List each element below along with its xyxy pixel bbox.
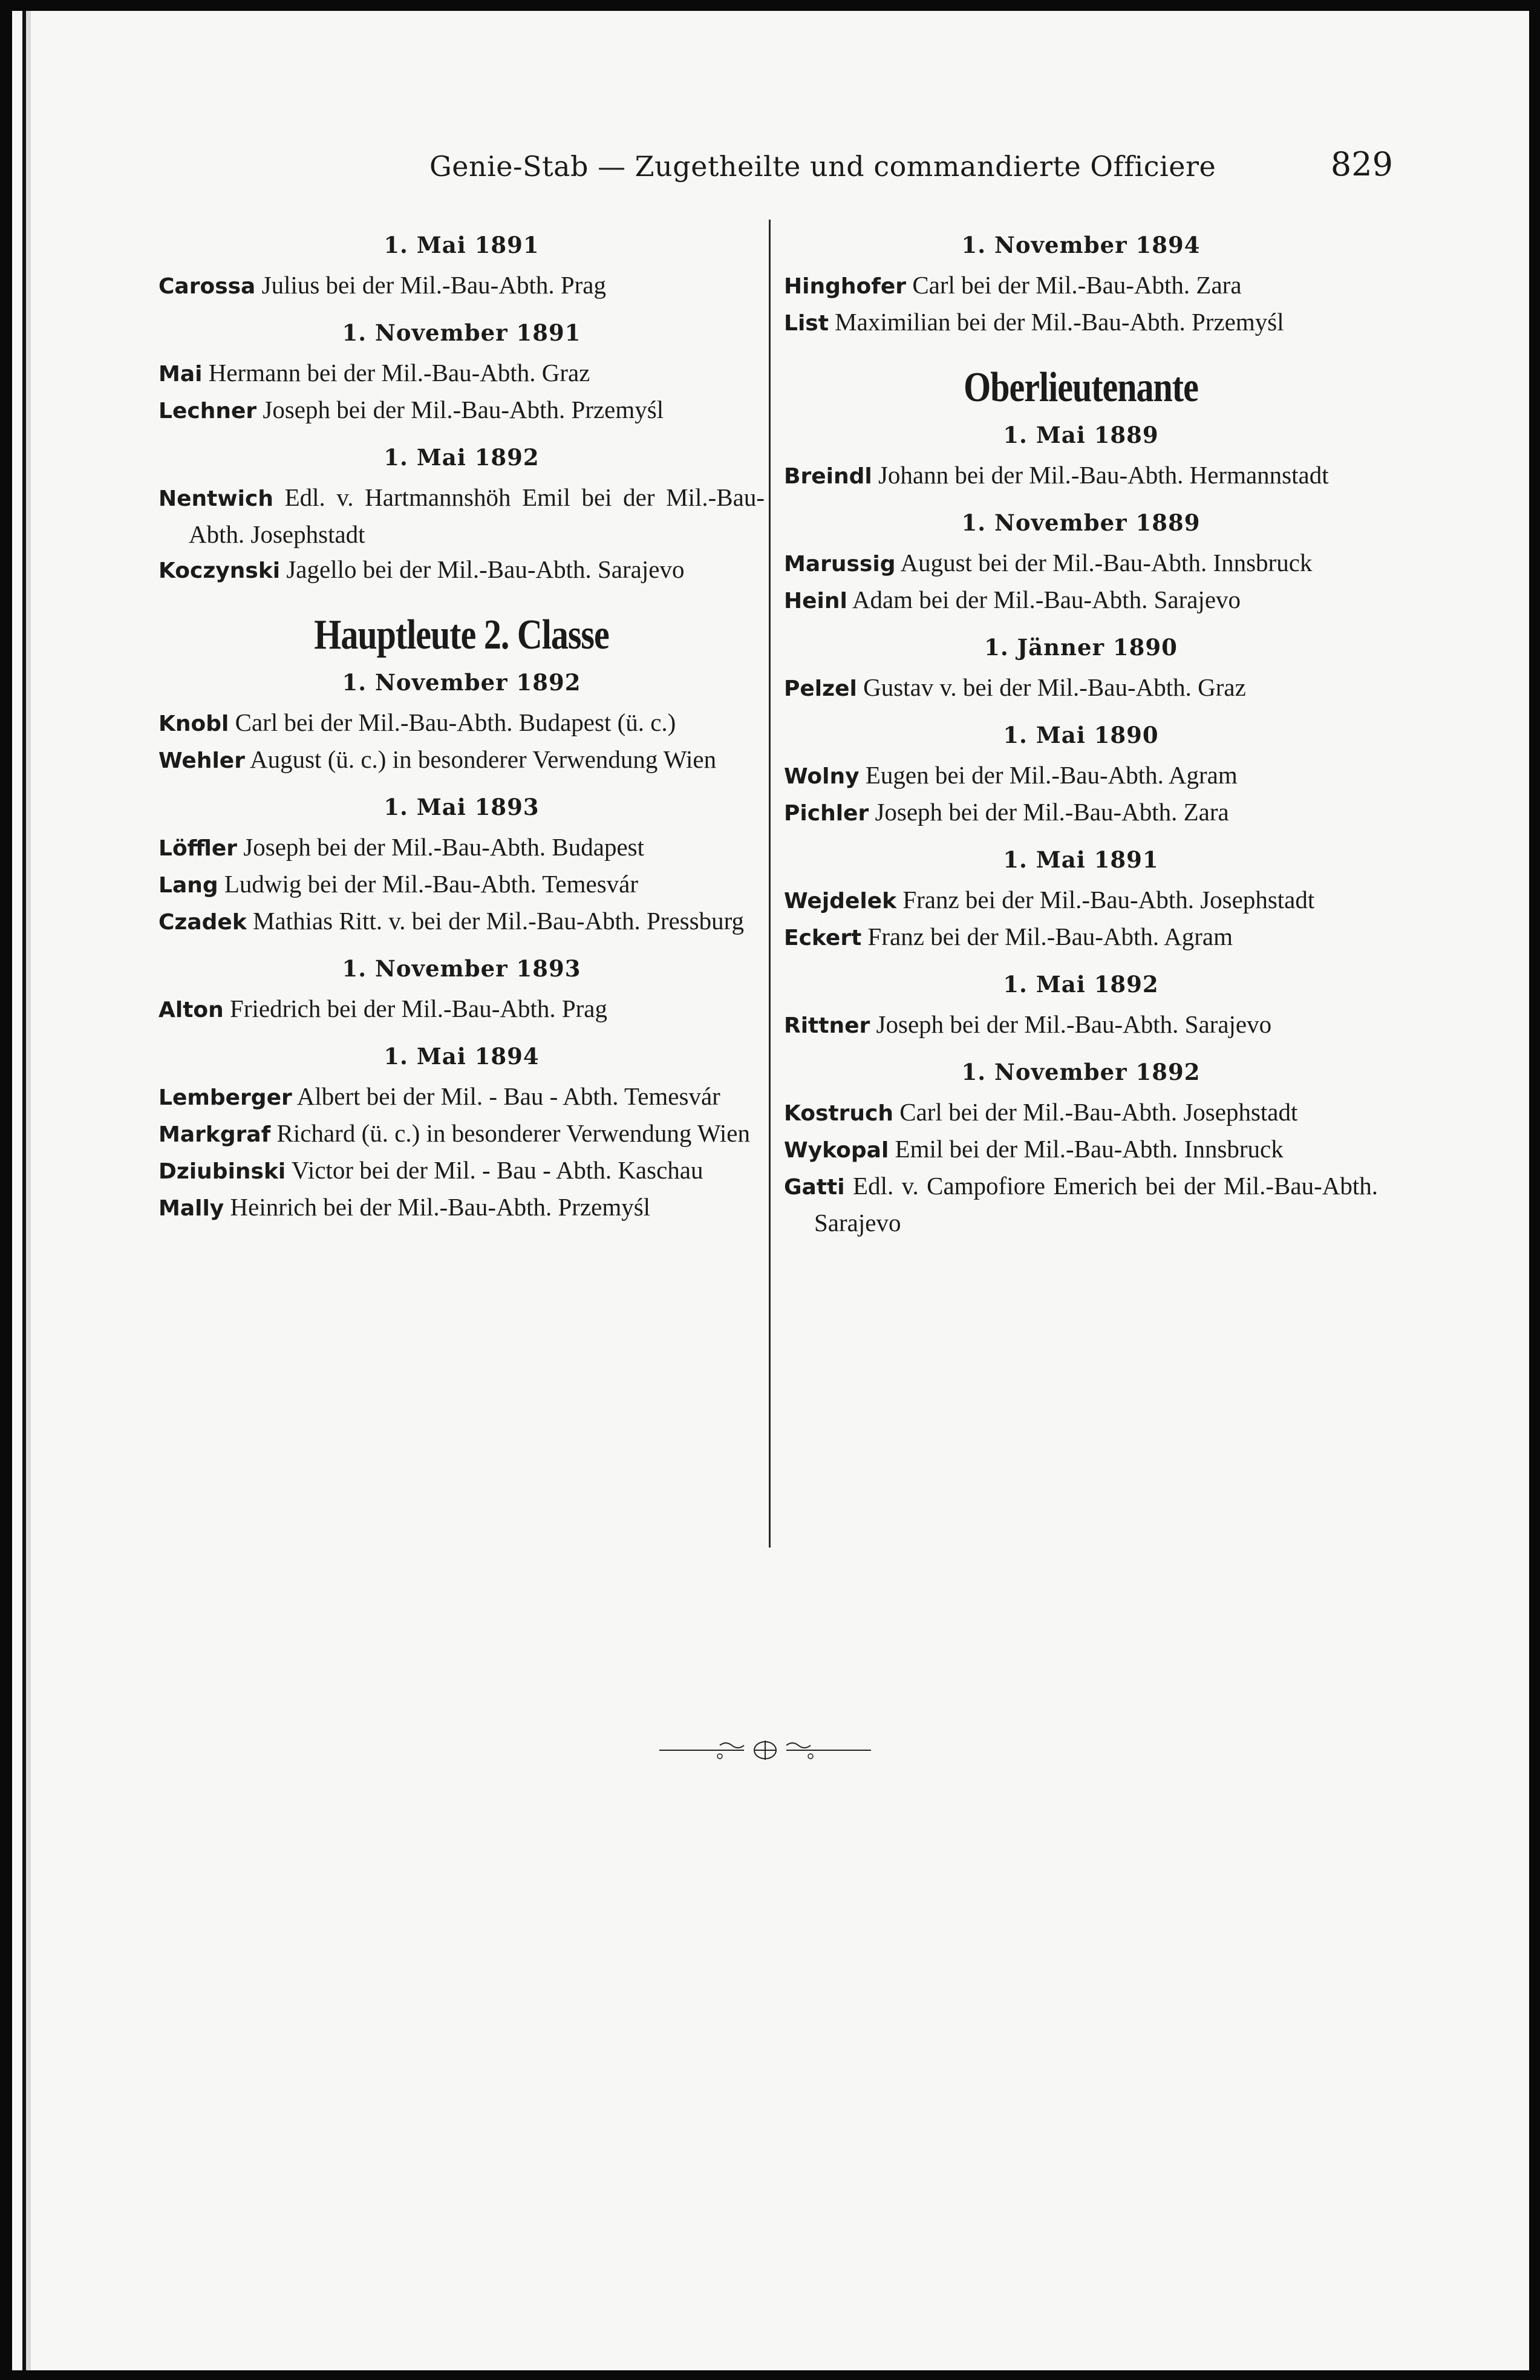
officer-entry [784,919,1378,956]
officer-entry [784,545,1378,582]
officer-name: Eckert [784,926,862,950]
book-page [12,11,1529,2370]
officer-entry [784,1094,1378,1131]
right-column [773,217,1378,1240]
officer-details: Mathias Ritt. v. bei der Mil.-Bau-Abth. Pressburg [253,907,744,935]
officer-name: Hinghofer [784,274,907,299]
officer-entry [158,392,765,429]
officer-entry [158,742,765,779]
officer-details: August (ü. c.) in besonderer Verwendung Wien [249,745,717,773]
officer-entry [784,882,1378,919]
officer-entry [784,1007,1378,1044]
section-date: 1. November 1892 [961,1059,1201,1085]
section-date: 1. Mai 1890 [1003,722,1159,748]
officer-entry [158,552,765,589]
officer-name: Alton [158,998,224,1022]
officer-details: Joseph bei der Mil.-Bau-Abth. Zara [875,798,1229,826]
officer-details: Adam bei der Mil.-Bau-Abth. Sarajevo [852,586,1241,613]
officer-name: Czadek [158,910,247,935]
section-date: 1. November 1893 [342,955,581,982]
officer-entry [158,829,765,866]
officer-entry [158,267,765,304]
officer-name: List [784,311,829,336]
officer-details: Jagello bei der Mil.-Bau-Abth. Sarajevo [286,555,685,583]
officer-name: Carossa [158,274,256,299]
left-column [158,217,765,1226]
officer-name: Koczynski [158,558,281,583]
officer-name: Knobl [158,711,229,736]
officer-name: Wejdelek [784,889,897,914]
officer-name: Marussig [784,552,896,577]
officer-name: Wolny [784,764,860,789]
section-date: 1. Mai 1892 [1003,971,1159,998]
officer-details: Joseph bei der Mil.-Bau-Abth. Przemyśl [263,396,664,423]
section-date: 1. Jänner 1890 [984,634,1178,661]
officer-details: Gustav v. bei der Mil.-Bau-Abth. Graz [863,673,1246,701]
officer-details: Joseph bei der Mil.-Bau-Abth. Budapest [243,833,645,861]
officer-name: Dziubinski [158,1159,286,1184]
officer-entry [158,991,765,1028]
officer-entry [784,757,1378,794]
officer-entry [158,1152,765,1189]
officer-details: Carl bei der Mil.-Bau-Abth. Josephstadt [899,1098,1298,1126]
officer-name: Markgraf [158,1122,271,1147]
officer-details: Carl bei der Mil.-Bau-Abth. Zara [912,271,1242,299]
officer-entry [158,903,765,940]
officer-entry [784,582,1378,619]
officer-entry [158,1116,765,1152]
officer-name: Pelzel [784,676,857,701]
officer-details: Edl. v. Campofiore Emerich bei der Mil.-Bau-Abth. Sarajevo [814,1172,1378,1237]
officer-entry [158,480,765,552]
officer-details: Ludwig bei der Mil.-Bau-Abth. Temesvár [224,870,638,898]
officer-details: Victor bei der Mil. - Bau - Abth. Kaschau [291,1156,703,1184]
officer-entry [784,457,1378,494]
officer-name: Heinl [784,589,847,613]
section-date: 1. November 1889 [961,509,1201,536]
officer-details: Friedrich bei der Mil.-Bau-Abth. Prag [230,995,607,1022]
section-date: 1. November 1892 [342,669,581,696]
officer-details: Johann bei der Mil.-Bau-Abth. Hermannstadt [878,461,1329,489]
officer-details: Franz bei der Mil.-Bau-Abth. Josephstadt [902,886,1315,914]
officer-entry [784,304,1378,341]
officer-details: Maximilian bei der Mil.-Bau-Abth. Przemyśl [835,308,1284,336]
officer-entry [784,267,1378,304]
officer-name: Rittner [784,1013,870,1038]
officer-details: Heinrich bei der Mil.-Bau-Abth. Przemyśl [230,1193,651,1221]
officer-entry [784,670,1378,707]
officer-details: Albert bei der Mil. - Bau - Abth. Temesvár [296,1082,720,1110]
officer-name: Wehler [158,748,245,773]
column-divider [769,220,771,1548]
officer-name: Nentwich [158,486,273,511]
officer-entry [158,1079,765,1116]
officer-details: Richard (ü. c.) in besonderer Verwendung Wien [276,1119,750,1147]
section-date: 1. November 1894 [961,232,1201,258]
officer-name: Breindl [784,464,872,489]
section-date: 1. Mai 1892 [383,444,540,471]
officer-details: Julius bei der Mil.-Bau-Abth. Prag [261,271,606,299]
section-date: 1. Mai 1893 [383,794,540,820]
officer-name: Pichler [784,801,869,826]
officer-name: Lang [158,873,218,898]
officer-details: Edl. v. Hartmannshöh Emil bei der Mil.-Bau-Abth. Josephstadt [189,483,765,548]
officer-name: Mally [158,1196,224,1221]
section-date: 1. Mai 1894 [383,1043,540,1070]
officer-name: Lemberger [158,1085,292,1110]
officer-name: Löffler [158,836,238,861]
header-title: Genie-Stab — Zugetheilte und commandierte Officiere [429,150,1216,183]
officer-details: Eugen bei der Mil.-Bau-Abth. Agram [865,761,1238,789]
section-date: 1. Mai 1889 [1003,422,1159,448]
officer-details: August bei der Mil.-Bau-Abth. Innsbruck [900,549,1313,577]
page-number: 829 [1330,145,1393,183]
officer-details: Franz bei der Mil.-Bau-Abth. Agram [867,923,1233,950]
rank-heading: Hauptleute 2. Classe [314,610,609,658]
binding-gap [26,11,31,2370]
running-header [12,145,1529,188]
officer-entry [158,705,765,742]
officer-entry [158,866,765,903]
officer-name: Mai [158,362,203,387]
officer-entry [784,794,1378,831]
rank-heading: Oberlieutenante [964,363,1198,411]
officer-entry [784,1131,1378,1168]
section-date: 1. Mai 1891 [1003,846,1159,873]
officer-entry [784,1168,1378,1240]
officer-name: Wykopal [784,1138,889,1163]
officer-details: Carl bei der Mil.-Bau-Abth. Budapest (ü. c.) [235,708,676,736]
officer-name: Kostruch [784,1101,893,1126]
officer-entry [158,1189,765,1226]
section-date: 1. Mai 1891 [383,232,540,258]
officer-entry [158,355,765,392]
end-ornament [659,1738,871,1762]
officer-name: Lechner [158,399,257,423]
officer-details: Hermann bei der Mil.-Bau-Abth. Graz [208,359,590,387]
officer-details: Joseph bei der Mil.-Bau-Abth. Sarajevo [876,1010,1272,1038]
officer-name: Gatti [784,1175,845,1200]
officer-details: Emil bei der Mil.-Bau-Abth. Innsbruck [895,1135,1284,1163]
section-date: 1. November 1891 [342,319,581,346]
